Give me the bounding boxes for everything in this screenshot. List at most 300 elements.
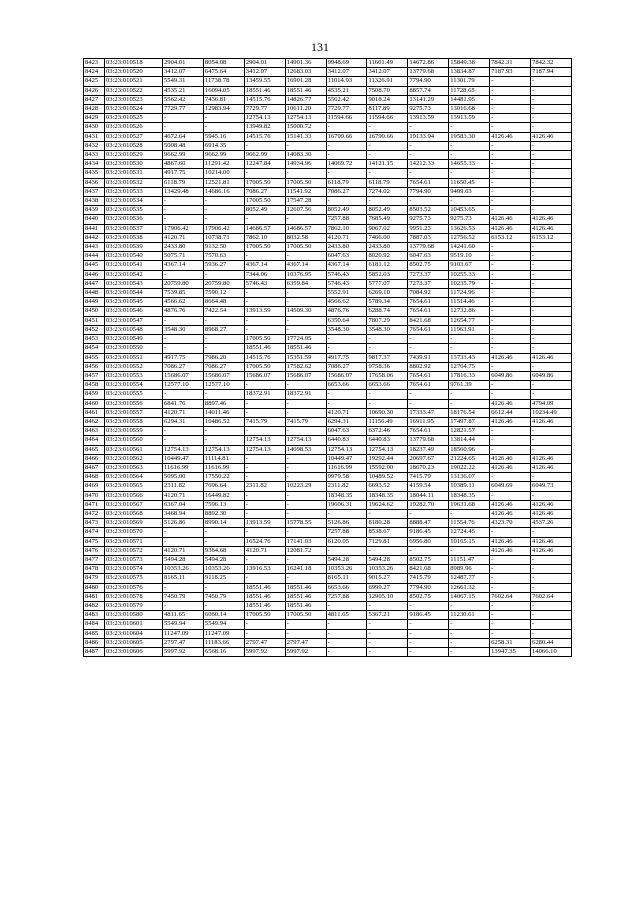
- value-cell: -: [449, 344, 490, 353]
- value-cell: 7729.77: [326, 105, 367, 114]
- row-id-cell: 8455: [84, 353, 105, 362]
- code-cell: 03:23:010573: [105, 555, 163, 564]
- value-cell: 7257.88: [326, 215, 367, 224]
- value-cell: 14826.77: [285, 95, 326, 104]
- value-cell: 12732.86: [449, 307, 490, 316]
- value-cell: 9409.63: [449, 187, 490, 196]
- value-cell: 11151.47: [449, 555, 490, 564]
- row-id-cell: 8426: [84, 86, 105, 95]
- value-cell: 12754.13: [244, 114, 285, 123]
- value-cell: 9118.25: [203, 574, 244, 583]
- value-cell: 4126.46: [490, 399, 531, 408]
- value-cell: 10389.11: [449, 482, 490, 491]
- row-id-cell: 8449: [84, 298, 105, 307]
- row-id-cell: 8469: [84, 482, 105, 491]
- value-cell: 6288.74: [367, 307, 408, 316]
- code-cell: 03:23:010566: [105, 491, 163, 500]
- value-cell: -: [490, 197, 531, 206]
- value-cell: 6359.84: [285, 279, 326, 288]
- value-cell: -: [449, 335, 490, 344]
- value-cell: 13733.43: [449, 353, 490, 362]
- value-cell: -: [367, 123, 408, 132]
- value-cell: 11114.81: [203, 454, 244, 463]
- value-cell: -: [531, 344, 572, 353]
- row-id-cell: 8459: [84, 390, 105, 399]
- value-cell: -: [531, 528, 572, 537]
- value-cell: 7654.61: [408, 307, 449, 316]
- row-id-cell: 8440: [84, 215, 105, 224]
- value-cell: 8054.08: [203, 59, 244, 68]
- value-cell: 4126.46: [490, 215, 531, 224]
- row-id-cell: 8471: [84, 500, 105, 509]
- value-cell: -: [531, 611, 572, 620]
- row-id-cell: 8448: [84, 289, 105, 298]
- value-cell: -: [408, 648, 449, 657]
- value-cell: 9662.99: [203, 151, 244, 160]
- value-cell: 17658.06: [367, 371, 408, 380]
- value-cell: 7794.90: [408, 187, 449, 196]
- value-cell: 17333.47: [408, 408, 449, 417]
- value-cell: -: [367, 169, 408, 178]
- table-row: [84, 169, 572, 178]
- value-cell: -: [490, 629, 531, 638]
- table-row: [84, 197, 572, 206]
- code-cell: 03:23:010562: [105, 454, 163, 463]
- value-cell: 15686.07: [326, 371, 367, 380]
- row-id-cell: 8429: [84, 114, 105, 123]
- value-cell: 18551.46: [285, 592, 326, 601]
- value-cell: -: [531, 427, 572, 436]
- code-cell: 03:23:010606: [105, 648, 163, 657]
- row-id-cell: 8436: [84, 178, 105, 187]
- value-cell: -: [367, 546, 408, 555]
- value-cell: 18670.23: [408, 463, 449, 472]
- value-cell: -: [408, 197, 449, 206]
- value-cell: 18560.96: [449, 445, 490, 454]
- value-cell: -: [490, 123, 531, 132]
- value-cell: -: [408, 629, 449, 638]
- row-id-cell: 8446: [84, 270, 105, 279]
- row-id-cell: 8454: [84, 344, 105, 353]
- table-row: [84, 307, 572, 316]
- table-row: [84, 473, 572, 482]
- value-cell: 6047.63: [408, 252, 449, 261]
- value-cell: 17550.22: [203, 473, 244, 482]
- value-cell: -: [163, 427, 204, 436]
- row-id-cell: 8443: [84, 243, 105, 252]
- table-row: [84, 187, 572, 196]
- value-cell: 10453.65: [449, 206, 490, 215]
- value-cell: 5095.00: [163, 473, 204, 482]
- value-cell: -: [163, 114, 204, 123]
- value-cell: -: [531, 445, 572, 454]
- value-cell: 14067.15: [449, 592, 490, 601]
- value-cell: 7696.64: [203, 482, 244, 491]
- value-cell: -: [490, 77, 531, 86]
- value-cell: 9018.24: [367, 95, 408, 104]
- value-cell: 14011.46: [203, 408, 244, 417]
- value-cell: 2797.47: [163, 638, 204, 647]
- value-cell: 4876.76: [163, 307, 204, 316]
- value-cell: -: [244, 289, 285, 298]
- value-cell: 4126.46: [531, 353, 572, 362]
- value-cell: -: [531, 583, 572, 592]
- value-cell: 17906.42: [203, 224, 244, 233]
- value-cell: 8989.96: [449, 565, 490, 574]
- value-cell: -: [367, 620, 408, 629]
- value-cell: 4867.60: [163, 160, 204, 169]
- value-cell: -: [285, 325, 326, 334]
- value-cell: 13779.68: [408, 436, 449, 445]
- value-cell: -: [449, 390, 490, 399]
- code-cell: 03:23:010604: [105, 629, 163, 638]
- value-cell: 4126.46: [531, 224, 572, 233]
- value-cell: 3412.07: [367, 68, 408, 77]
- value-cell: 17005.50: [244, 197, 285, 206]
- value-cell: 13913.59: [449, 114, 490, 123]
- row-id-cell: 8451: [84, 316, 105, 325]
- code-cell: 03:23:010580: [105, 611, 163, 620]
- value-cell: 17005.50: [285, 178, 326, 187]
- table-row: [84, 417, 572, 426]
- value-cell: 5552.91: [326, 289, 367, 298]
- table-row: [84, 408, 572, 417]
- value-cell: -: [490, 491, 531, 500]
- value-cell: -: [326, 335, 367, 344]
- table-row: [84, 114, 572, 123]
- code-cell: 03:23:010551: [105, 353, 163, 362]
- value-cell: 9817.37: [367, 353, 408, 362]
- value-cell: 4537.26: [531, 519, 572, 528]
- value-cell: -: [285, 528, 326, 537]
- table-row: [84, 252, 572, 261]
- table-row: [84, 132, 572, 141]
- value-cell: 7508.70: [367, 86, 408, 95]
- value-cell: 6153.12: [490, 233, 531, 242]
- value-cell: 5936.27: [203, 261, 244, 270]
- value-cell: -: [531, 252, 572, 261]
- code-cell: 03:23:010563: [105, 463, 163, 472]
- value-cell: 6269.10: [367, 289, 408, 298]
- value-cell: -: [244, 574, 285, 583]
- value-cell: 17141.03: [285, 537, 326, 546]
- value-cell: -: [163, 215, 204, 224]
- value-cell: 19133.94: [408, 132, 449, 141]
- value-cell: 9948.69: [326, 59, 367, 68]
- value-cell: -: [285, 427, 326, 436]
- value-cell: -: [449, 629, 490, 638]
- code-cell: 03:23:010575: [105, 574, 163, 583]
- row-id-cell: 8465: [84, 445, 105, 454]
- row-id-cell: 8477: [84, 555, 105, 564]
- value-cell: 7596.13: [203, 500, 244, 509]
- value-cell: -: [244, 491, 285, 500]
- value-cell: 4126.46: [490, 537, 531, 546]
- value-cell: 13949.82: [244, 123, 285, 132]
- value-cell: 12521.81: [203, 178, 244, 187]
- value-cell: 17005.50: [244, 243, 285, 252]
- value-cell: 3548.30: [326, 325, 367, 334]
- value-cell: 10690.30: [367, 408, 408, 417]
- value-cell: -: [490, 325, 531, 334]
- value-cell: 7729.77: [163, 105, 204, 114]
- value-cell: 10489.52: [367, 473, 408, 482]
- row-id-cell: 8463: [84, 427, 105, 436]
- value-cell: 11541.92: [285, 187, 326, 196]
- value-cell: 4126.46: [531, 463, 572, 472]
- table-row: [84, 279, 572, 288]
- value-cell: -: [203, 123, 244, 132]
- value-cell: 13779.68: [408, 68, 449, 77]
- value-cell: 6280.44: [531, 638, 572, 647]
- value-cell: 4566.62: [163, 298, 204, 307]
- table-row: [84, 519, 572, 528]
- value-cell: 7273.37: [408, 279, 449, 288]
- value-cell: 8032.58: [285, 233, 326, 242]
- code-cell: 03:23:010540: [105, 252, 163, 261]
- value-cell: 6118.79: [163, 178, 204, 187]
- value-cell: -: [490, 160, 531, 169]
- value-cell: 18044.11: [408, 491, 449, 500]
- value-cell: 17497.87: [449, 417, 490, 426]
- value-cell: 7654.61: [408, 178, 449, 187]
- code-cell: 03:23:010553: [105, 371, 163, 380]
- value-cell: -: [203, 114, 244, 123]
- value-cell: -: [285, 289, 326, 298]
- table-row: [84, 151, 572, 160]
- value-cell: -: [285, 454, 326, 463]
- row-id-cell: 8427: [84, 95, 105, 104]
- row-id-cell: 8481: [84, 592, 105, 601]
- value-cell: 19583.30: [449, 132, 490, 141]
- table-row: [84, 68, 572, 77]
- value-cell: 10449.47: [163, 454, 204, 463]
- value-cell: 4566.62: [326, 298, 367, 307]
- value-cell: -: [531, 279, 572, 288]
- value-cell: -: [285, 408, 326, 417]
- code-cell: 03:23:010557: [105, 408, 163, 417]
- value-cell: 4126.46: [490, 509, 531, 518]
- value-cell: 11014.93: [326, 77, 367, 86]
- value-cell: 14672.86: [408, 59, 449, 68]
- table-row: [84, 362, 572, 371]
- value-cell: 13814.44: [449, 436, 490, 445]
- value-cell: -: [285, 629, 326, 638]
- value-cell: 7187.93: [490, 68, 531, 77]
- code-cell: 03:23:010546: [105, 307, 163, 316]
- value-cell: -: [490, 178, 531, 187]
- value-cell: -: [244, 555, 285, 564]
- code-cell: 03:23:010555: [105, 390, 163, 399]
- value-cell: 4120.71: [163, 408, 204, 417]
- value-cell: 3468.94: [163, 509, 204, 518]
- code-cell: 03:23:010534: [105, 197, 163, 206]
- row-id-cell: 8423: [84, 59, 105, 68]
- value-cell: -: [531, 206, 572, 215]
- value-cell: -: [244, 399, 285, 408]
- code-cell: 03:23:010578: [105, 592, 163, 601]
- value-cell: 8664.48: [203, 298, 244, 307]
- value-cell: 8180.28: [367, 519, 408, 528]
- code-cell: 03:23:010529: [105, 151, 163, 160]
- code-cell: 03:23:010558: [105, 417, 163, 426]
- value-cell: 13947.35: [490, 648, 531, 657]
- value-cell: -: [326, 197, 367, 206]
- value-cell: 9364.68: [203, 546, 244, 555]
- value-cell: -: [367, 141, 408, 150]
- code-cell: 03:23:010545: [105, 298, 163, 307]
- value-cell: -: [244, 509, 285, 518]
- value-cell: 16449.82: [203, 491, 244, 500]
- value-cell: 20697.67: [408, 454, 449, 463]
- value-cell: -: [408, 390, 449, 399]
- value-cell: 4159.54: [408, 482, 449, 491]
- value-cell: -: [531, 243, 572, 252]
- value-cell: 9662.99: [244, 151, 285, 160]
- row-id-cell: 8424: [84, 68, 105, 77]
- code-cell: 03:23:010576: [105, 583, 163, 592]
- value-cell: 11616.99: [163, 463, 204, 472]
- value-cell: 14509.30: [285, 307, 326, 316]
- value-cell: 6120.05: [326, 537, 367, 546]
- value-cell: 12754.13: [285, 436, 326, 445]
- code-cell: 03:23:010549: [105, 335, 163, 344]
- code-cell: 03:23:010527: [105, 132, 163, 141]
- row-id-cell: 8442: [84, 233, 105, 242]
- code-cell: 03:23:010570: [105, 528, 163, 537]
- value-cell: -: [163, 270, 204, 279]
- table-row: [84, 206, 572, 215]
- value-cell: 9662.99: [163, 151, 204, 160]
- table-row: [84, 648, 572, 657]
- value-cell: -: [408, 601, 449, 610]
- value-cell: 18348.35: [367, 491, 408, 500]
- value-cell: -: [490, 169, 531, 178]
- value-cell: 18372.91: [285, 390, 326, 399]
- row-id-cell: 8433: [84, 151, 105, 160]
- table-row: [84, 427, 572, 436]
- value-cell: 18551.46: [244, 592, 285, 601]
- row-id-cell: 8487: [84, 648, 105, 657]
- value-cell: 17005.50: [244, 178, 285, 187]
- value-cell: -: [408, 620, 449, 629]
- value-cell: 5494.28: [367, 555, 408, 564]
- value-cell: 4794.09: [531, 399, 572, 408]
- row-id-cell: 8438: [84, 197, 105, 206]
- value-cell: 18176.54: [449, 408, 490, 417]
- value-cell: 7794.90: [408, 583, 449, 592]
- code-cell: 03:23:010564: [105, 473, 163, 482]
- table-row: [84, 59, 572, 68]
- value-cell: -: [531, 289, 572, 298]
- value-cell: 6294.31: [163, 417, 204, 426]
- row-id-cell: 8431: [84, 132, 105, 141]
- value-cell: 13913.59: [244, 519, 285, 528]
- code-cell: 03:23:010530: [105, 160, 163, 169]
- value-cell: 5562.42: [163, 95, 204, 104]
- row-id-cell: 8428: [84, 105, 105, 114]
- value-cell: -: [285, 509, 326, 518]
- row-id-cell: 8435: [84, 169, 105, 178]
- table-row: [84, 353, 572, 362]
- value-cell: -: [244, 325, 285, 334]
- value-cell: 6153.12: [531, 233, 572, 242]
- value-cell: -: [531, 95, 572, 104]
- value-cell: 9132.50: [203, 243, 244, 252]
- value-cell: 2311.82: [244, 482, 285, 491]
- value-cell: -: [244, 316, 285, 325]
- value-cell: 5746.43: [326, 270, 367, 279]
- code-cell: 03:23:010548: [105, 325, 163, 334]
- table-row: [84, 620, 572, 629]
- value-cell: -: [531, 620, 572, 629]
- value-cell: -: [244, 629, 285, 638]
- value-cell: 4126.46: [531, 454, 572, 463]
- value-cell: 14515.76: [244, 132, 285, 141]
- value-cell: 4126.46: [531, 509, 572, 518]
- value-cell: -: [367, 197, 408, 206]
- table-row: [84, 233, 572, 242]
- value-cell: -: [367, 648, 408, 657]
- value-cell: -: [163, 601, 204, 610]
- table-body: [84, 59, 572, 657]
- value-cell: 4917.75: [326, 353, 367, 362]
- code-cell: 03:23:010547: [105, 316, 163, 325]
- value-cell: 8052.49: [326, 206, 367, 215]
- value-cell: 14901.36: [285, 59, 326, 68]
- value-cell: -: [244, 408, 285, 417]
- value-cell: -: [531, 473, 572, 482]
- table-row: [84, 436, 572, 445]
- value-cell: 18348.35: [326, 491, 367, 500]
- table-row: [84, 509, 572, 518]
- value-cell: 4126.46: [490, 454, 531, 463]
- row-id-cell: 8445: [84, 261, 105, 270]
- value-cell: 5494.28: [326, 555, 367, 564]
- value-cell: 6258.31: [490, 638, 531, 647]
- value-cell: 4120.71: [163, 233, 204, 242]
- value-cell: -: [203, 270, 244, 279]
- table-row: [84, 105, 572, 114]
- value-cell: 7602.64: [490, 592, 531, 601]
- row-id-cell: 8434: [84, 160, 105, 169]
- value-cell: 6653.66: [326, 381, 367, 390]
- value-cell: -: [531, 298, 572, 307]
- value-cell: 15351.59: [285, 353, 326, 362]
- row-id-cell: 8486: [84, 638, 105, 647]
- value-cell: 10353.26: [163, 565, 204, 574]
- value-cell: -: [490, 289, 531, 298]
- value-cell: -: [326, 648, 367, 657]
- value-cell: 2433.80: [367, 243, 408, 252]
- value-cell: -: [326, 629, 367, 638]
- code-cell: 03:23:010572: [105, 546, 163, 555]
- value-cell: 12661.32: [449, 583, 490, 592]
- row-id-cell: 8458: [84, 381, 105, 390]
- value-cell: 16241.18: [285, 565, 326, 574]
- value-cell: -: [490, 344, 531, 353]
- value-cell: 10255.33: [449, 270, 490, 279]
- value-cell: 12754.13: [244, 445, 285, 454]
- value-cell: -: [449, 601, 490, 610]
- value-cell: -: [490, 206, 531, 215]
- value-cell: 13459.55: [244, 77, 285, 86]
- value-cell: 6999.27: [367, 583, 408, 592]
- value-cell: -: [163, 206, 204, 215]
- table-row: [84, 491, 572, 500]
- value-cell: 11616.99: [326, 463, 367, 472]
- value-cell: 8857.74: [408, 86, 449, 95]
